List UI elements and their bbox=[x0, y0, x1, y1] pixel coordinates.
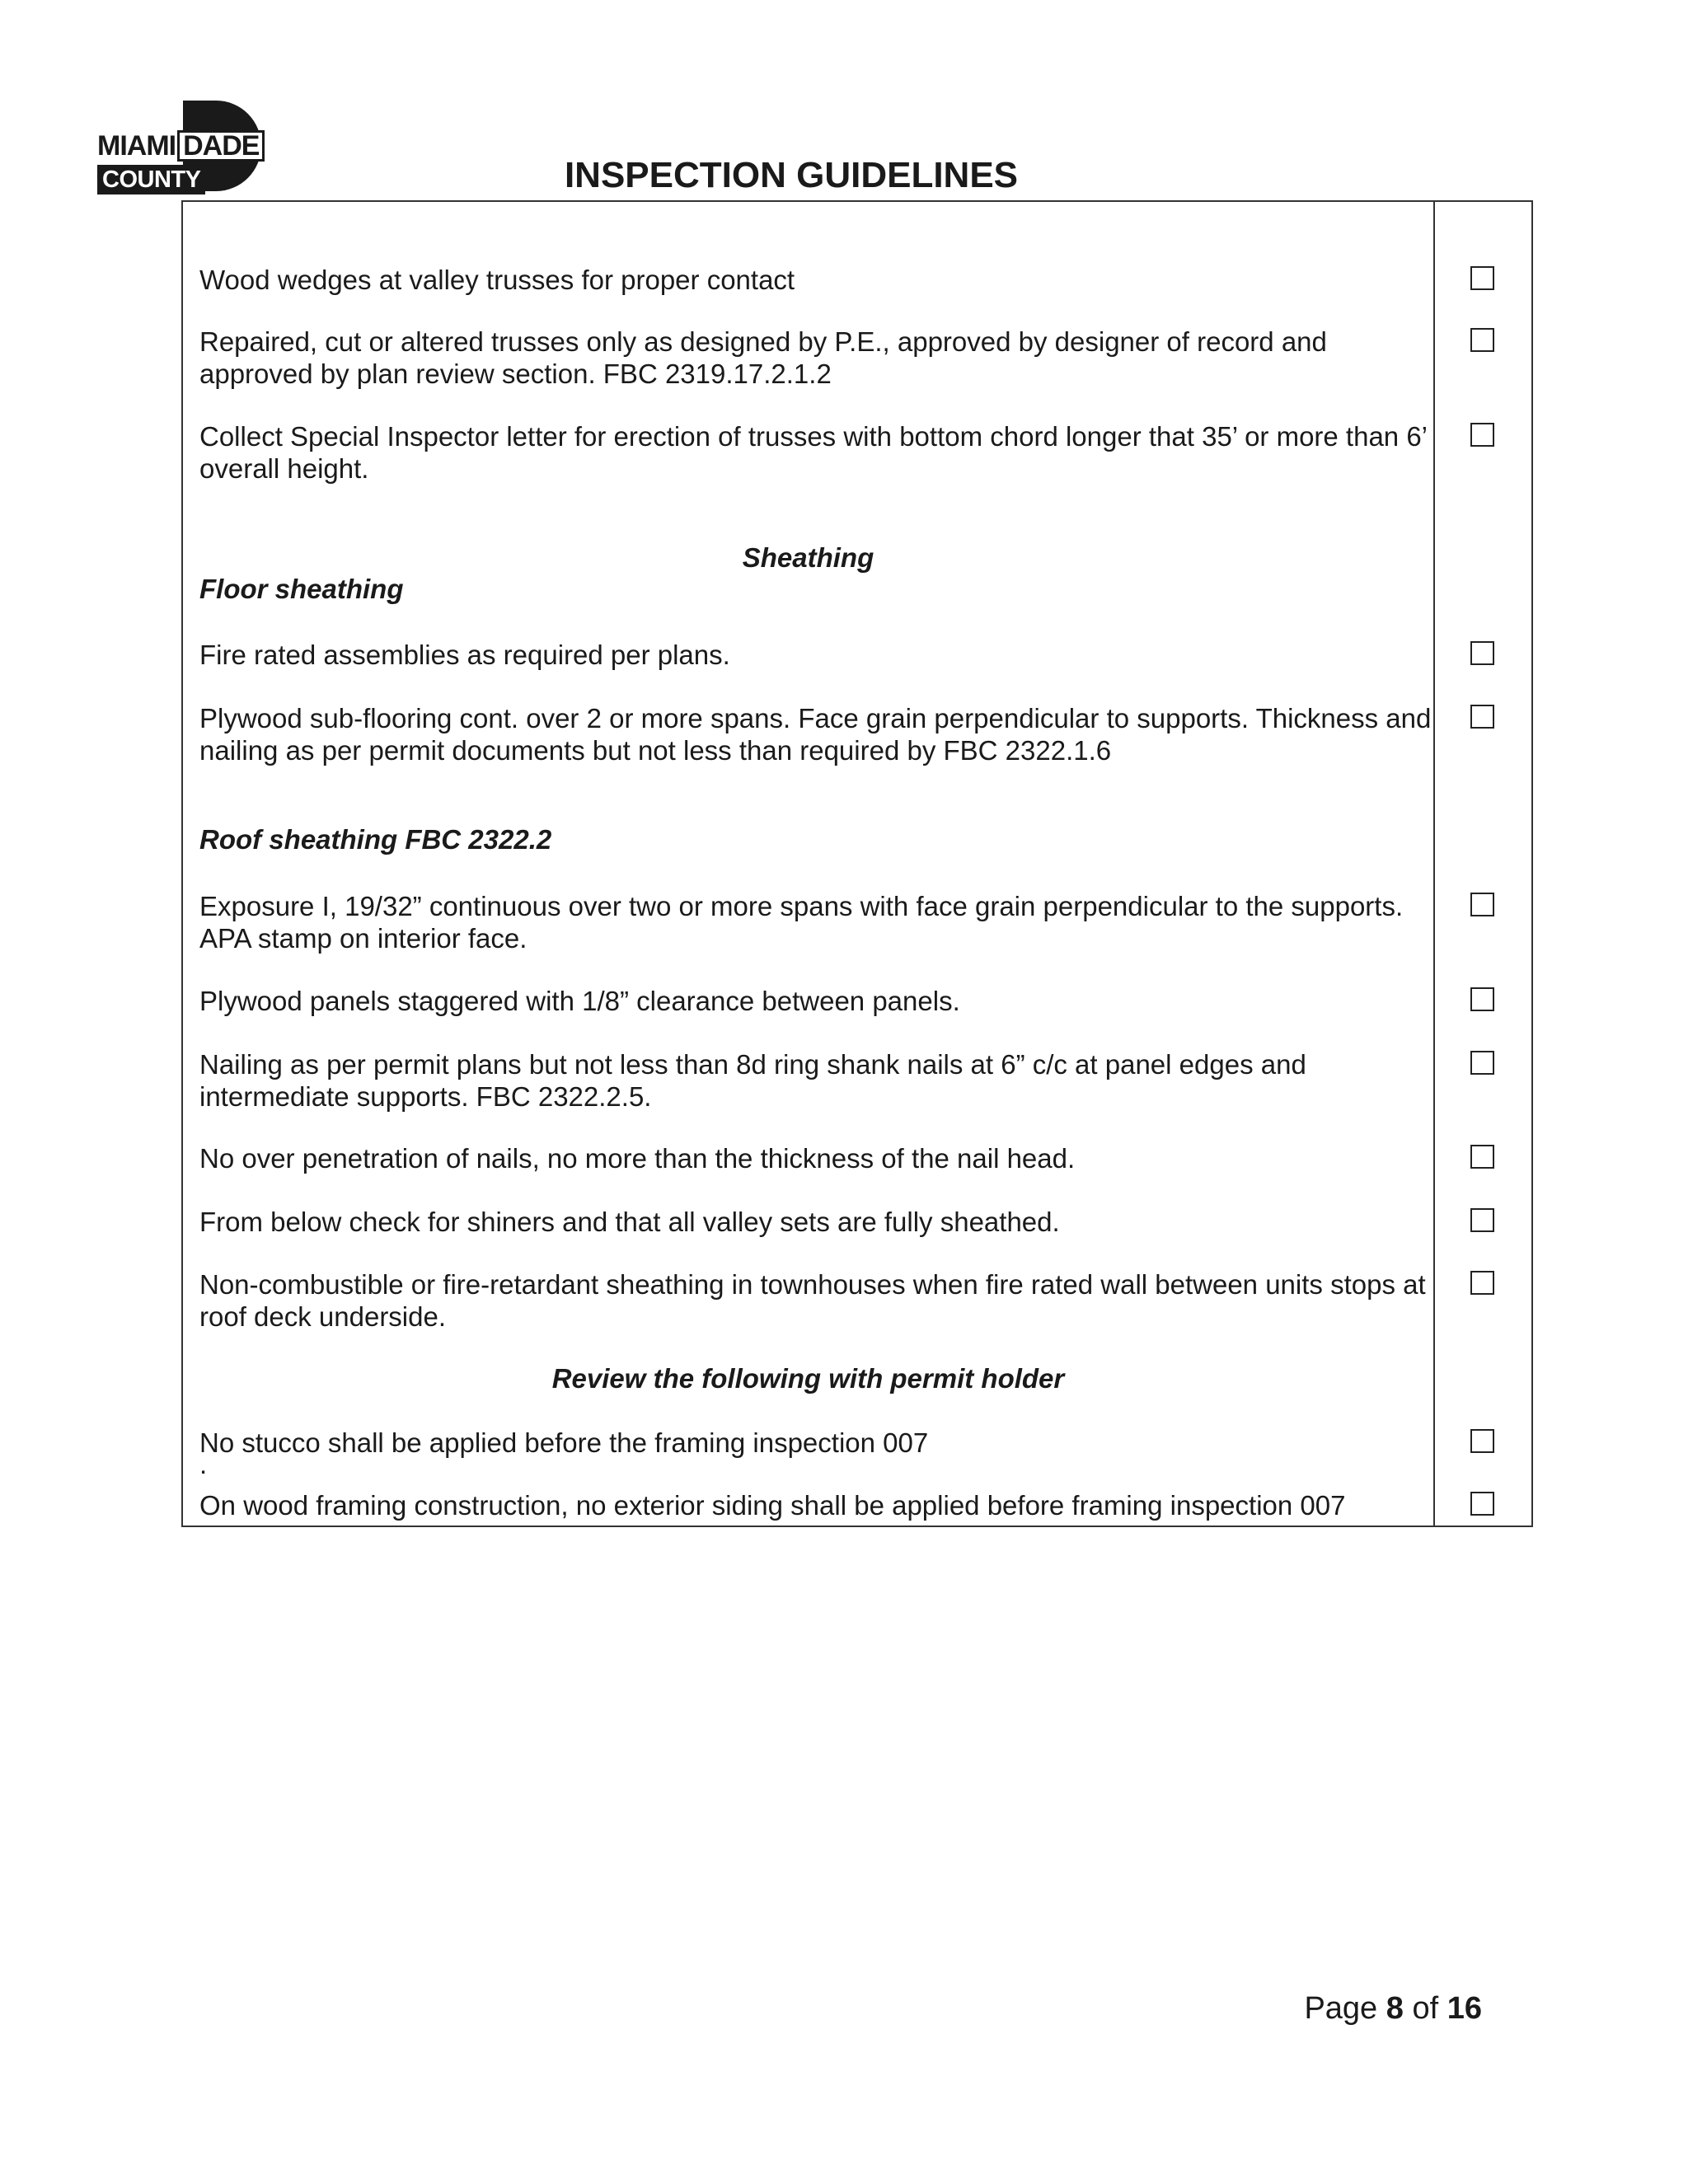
page-number-footer bbox=[1304, 1991, 1482, 2027]
checklist-item-text: Fire rated assemblies as required per plans. bbox=[199, 640, 730, 670]
checkbox[interactable] bbox=[1470, 641, 1494, 665]
subheading-roof-sheathing: Roof sheathing FBC 2322.2 bbox=[199, 824, 552, 855]
checklist-item-text: Wood wedges at valley trusses for proper contact bbox=[199, 265, 795, 295]
section-heading-sheathing: Sheathing bbox=[742, 542, 874, 573]
checkbox[interactable] bbox=[1470, 987, 1494, 1011]
page-title: INSPECTION GUIDELINES bbox=[564, 155, 1019, 195]
checkbox[interactable] bbox=[1470, 423, 1494, 447]
current-page-number: 8 bbox=[1386, 1991, 1404, 2026]
checklist-item-text: Plywood sub-flooring cont. over 2 or more spans. Face grain perpendicular to supports. Thickness and nailing as per permit documents but not less than required by FBC 2322.1.6 bbox=[199, 703, 1432, 766]
checklist-table bbox=[181, 200, 1533, 1527]
checkbox[interactable] bbox=[1470, 1271, 1494, 1295]
checklist-item-text: From below check for shiners and that all valley sets are fully sheathed. bbox=[199, 1207, 1060, 1237]
checkbox[interactable] bbox=[1470, 266, 1494, 290]
checklist-item-text: No over penetration of nails, no more than the thickness of the nail head. bbox=[199, 1143, 1076, 1174]
section-heading-review: Review the following with permit holder bbox=[551, 1363, 1065, 1394]
checklist-item-text: Collect Special Inspector letter for erection of trusses with bottom chord longer that 35’ or more than 6’ overall height. bbox=[199, 421, 1427, 484]
checkbox[interactable] bbox=[1470, 1051, 1494, 1075]
checkbox[interactable] bbox=[1470, 1208, 1494, 1232]
total-pages: 16 bbox=[1447, 1991, 1482, 2026]
checkbox[interactable] bbox=[1470, 1492, 1494, 1516]
stray-dot: . bbox=[199, 1449, 208, 1479]
checkbox[interactable] bbox=[1470, 705, 1494, 729]
logo-county-text: COUNTY bbox=[97, 165, 205, 194]
checklist-item-text: Plywood panels staggered with 1/8” clearance between panels. bbox=[199, 986, 960, 1016]
checkbox[interactable] bbox=[1470, 1429, 1494, 1453]
checkbox[interactable] bbox=[1470, 328, 1494, 352]
checklist-item-text: Nailing as per permit plans but not less than 8d ring shank nails at 6” c/c at panel edges and intermediate supports. FBC 2322.2.5. bbox=[199, 1049, 1306, 1112]
checklist-item-text: Repaired, cut or altered trusses only as designed by P.E., approved by designer of record and approved by plan review section. FBC 2319.17.2.1.2 bbox=[199, 326, 1327, 389]
checklist-item-text: On wood framing construction, no exterior siding shall be applied before framing inspection 007 bbox=[199, 1490, 1346, 1521]
checklist-item-text: Exposure I, 19/32” continuous over two or more spans with face grain perpendicular to the supports. APA stamp on interior face. bbox=[199, 891, 1404, 954]
checklist-item-text: Non-combustible or fire-retardant sheathing in townhouses when fire rated wall between units stops at roof deck underside. bbox=[199, 1269, 1426, 1332]
page-label: Page bbox=[1304, 1991, 1378, 2026]
checkbox[interactable] bbox=[1470, 1145, 1494, 1169]
of-label: of bbox=[1412, 1991, 1439, 2026]
checklist-item-text: No stucco shall be applied before the framing inspection 007 bbox=[199, 1427, 929, 1458]
logo-miami-text: MIAMI bbox=[97, 130, 176, 162]
subheading-floor-sheathing: Floor sheathing bbox=[199, 574, 404, 604]
checkbox[interactable] bbox=[1470, 893, 1494, 916]
logo-dade-text: DADE bbox=[177, 130, 265, 162]
